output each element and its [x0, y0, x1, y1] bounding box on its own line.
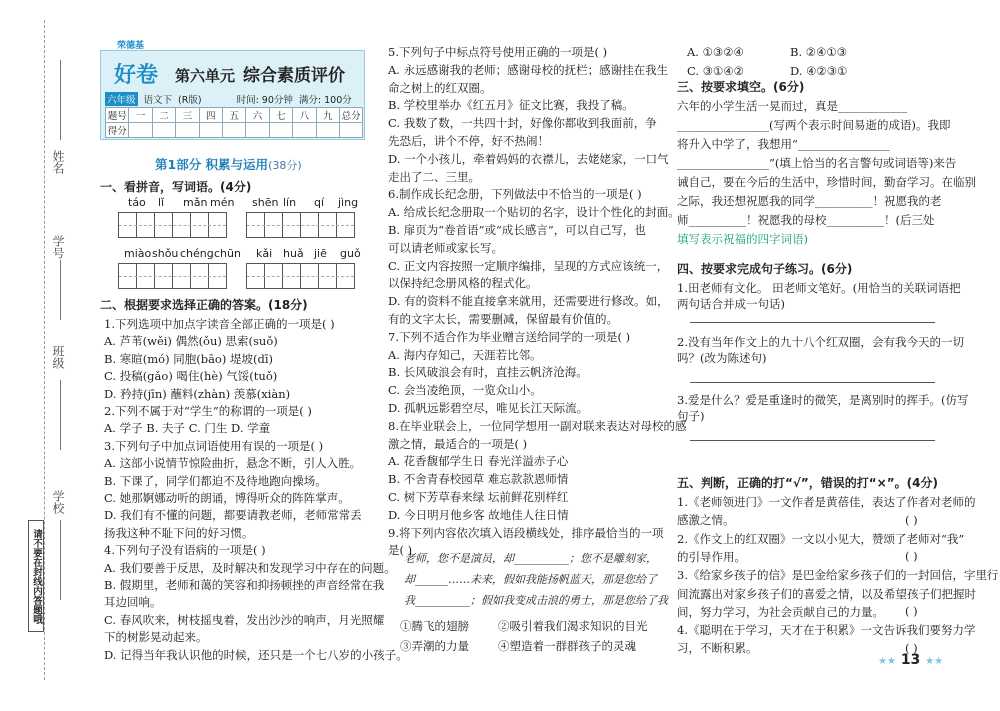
s3-line: 诫自己，要在今后的生活中，珍惜时间，勤奋学习。在临别	[677, 175, 976, 189]
score-table	[105, 107, 363, 138]
class-write-line	[60, 380, 61, 450]
col2-line: A. 海内存知己，天涯若比邻。	[388, 347, 542, 362]
q9-option: ③弄潮的力量	[400, 639, 469, 653]
s2-line: B. 寒暄(mó) 同胞(bāo) 堤坡(dī)	[104, 351, 274, 366]
pinyin-syllable: guǒ	[340, 247, 361, 260]
col2-line: C. 我数了数，一共四十封，好像你都收到我面前，争	[388, 116, 657, 131]
score-cell[interactable]	[152, 123, 175, 138]
exam-header	[100, 41, 365, 140]
s2-line: B. 下课了，同学们都迫不及待地跑向操场。	[104, 473, 327, 488]
col2-line: D. 孤帆远影碧空尽，唯见长江天际流。	[388, 401, 589, 415]
col2-line: 9.将下列内容依次填入语段横线处，排序最恰当的一项	[388, 525, 664, 540]
pinyin-syllable: mén	[210, 196, 235, 209]
s3-line: 之际，我还想祝愿我的同学__________！祝愿我的老	[677, 194, 942, 208]
col2-line: D. 一个小孩儿，牵着妈妈的衣襟儿，去姥姥家，一口气	[388, 151, 669, 166]
s2-line: C. 投稿(gǎo) 喝住(hè) 气馁(tuǒ)	[104, 369, 278, 384]
s2-line: 扬我这种不耻下问的好习惯。	[104, 525, 254, 540]
page-number-text: 13	[900, 652, 921, 668]
col2-line: A. 花香馥郁学生日 春光洋溢赤子心	[388, 454, 569, 469]
score-col-8: 八	[293, 108, 316, 123]
pinyin-syllable: lǐ	[158, 196, 165, 209]
s2-line: 耳边回响。	[104, 595, 162, 610]
s2-line: 下的树影晃动起来。	[104, 630, 208, 645]
page-stars-right: ★★	[925, 656, 944, 667]
col2-line: B. 长风破浪会有时，直挂云帆济沧海。	[388, 365, 588, 380]
score-col-1: 一	[129, 108, 152, 123]
s2-line: A. 学子 B. 夫子 C. 门生 D. 学童	[104, 421, 271, 436]
col2-line: 有的文字太长，需要删减，保留最有价值的。	[388, 312, 618, 326]
col2-line: 6.制作成长纪念册，下列做法中不恰当的一项是( )	[388, 187, 642, 202]
score-cell[interactable]	[129, 123, 152, 138]
score-row-label: 得分	[106, 123, 129, 138]
s2-line: C. 她那婀娜动听的朗诵，博得听众的阵阵掌声。	[104, 491, 350, 505]
score-col-7: 七	[269, 108, 292, 123]
q9-answer-option: D. ④②③①	[790, 64, 848, 78]
q9-option: ②吸引着我们渴求知识的目光	[498, 619, 648, 633]
s4-line: 吗？(改为陈述句)	[677, 351, 767, 365]
part1-heading	[155, 155, 302, 173]
s3-line: 填写表示祝福的四字词语)	[677, 232, 808, 246]
s5-line: 间流露出对家乡孩子们的喜爱之情，以及希望孩子们把握时	[677, 586, 976, 601]
s4-line: 1.田老师有文化。 田老师文笔好。(用恰当的关联词语把	[677, 281, 961, 295]
q9-passage-line: 我__________；假如我变成击浪的勇士，那是您给了我	[404, 594, 668, 607]
col2-line: 7.下列不适合作为毕业赠言送给同学的一项是( )	[388, 329, 631, 344]
pinyin-syllable: shǒu	[152, 247, 179, 260]
judge-paren[interactable]: ( )	[905, 549, 918, 563]
score-col-3: 三	[176, 108, 199, 123]
score-col-0: 题号	[106, 108, 129, 123]
score-cell[interactable]	[199, 123, 222, 138]
s2-line: A. 我们要善于反思，及时解决和发现学习中存在的问题。	[104, 560, 396, 575]
score-col-4: 四	[199, 108, 222, 123]
s2-line: 2.下列不属于对“学生”的称谓的一项是( )	[104, 404, 312, 418]
exam-title	[175, 61, 345, 86]
col2-line: B. 不舍青春校园草 难忘款款恩师情	[388, 472, 569, 487]
s2-line: D. 矜持(jīn) 蘸料(zhàn) 羡慕(xiàn)	[104, 386, 291, 401]
brand-logo	[103, 41, 169, 95]
q9-answer-option: A. ①③②④	[687, 45, 744, 59]
answer-write-line[interactable]	[690, 440, 935, 441]
col2-line: 命之树上的红双圈。	[388, 80, 492, 95]
s1-title: 一、看拼音，写词语。(4分)	[100, 180, 252, 194]
s3-line: 师__________！祝愿我的母校__________！(后三处	[677, 213, 935, 227]
s2-line: B. 假期里，老师和蔼的笑容和抑扬顿挫的声音经常在我	[104, 578, 385, 592]
name-write-line	[60, 60, 61, 140]
seat-write-line	[60, 260, 61, 320]
s5-line: 4.《聪明在于学习，天才在于积累》一文告诉我们要努力学	[677, 623, 976, 638]
col2-line: 走出了二、三里。	[388, 169, 480, 184]
time-label: 时间: 90分钟	[236, 95, 293, 106]
pinyin-syllable: chūn	[214, 247, 241, 260]
name-label: 姓名	[51, 150, 65, 174]
school-write-line	[60, 520, 61, 600]
word-writing-box[interactable]	[118, 212, 227, 238]
word-writing-box[interactable]	[118, 263, 227, 289]
s4-line: 3.爱是什么？爱是重逢时的微笑，是离别时的挥手。(仿写	[677, 393, 969, 407]
s3-title: 三、按要求填空。(6分)	[677, 80, 805, 94]
pinyin-syllable: mǎn	[183, 196, 208, 209]
s3-line: 将升入中学了，我想用“________________	[677, 137, 890, 151]
score-cell[interactable]	[222, 123, 245, 138]
s4-line: 两句话合并成一句话)	[677, 297, 785, 311]
answer-write-line[interactable]	[690, 382, 935, 383]
s4-line: 句子)	[677, 409, 705, 423]
word-writing-box[interactable]	[246, 212, 355, 238]
score-cell[interactable]	[293, 123, 316, 138]
subject-label: 语文下	[143, 95, 173, 106]
col2-line: A. 给成长纪念册取一个贴切的名字，设计个性化的封面。	[388, 205, 680, 220]
score-cell[interactable]	[176, 123, 199, 138]
s5-line: 3.《给家乡孩子的信》是巴金给家乡孩子们的一封回信，字里行	[677, 568, 999, 583]
pinyin-syllable: lín	[283, 196, 297, 209]
col2-line: D. 今日明月他乡客 故地佳人往日情	[388, 507, 569, 522]
s2-line: D. 我们有不懂的问题，都要请教老师，老师常常丢	[104, 508, 362, 523]
exam-meta	[105, 92, 362, 106]
s2-line: A. 芦苇(wěi) 偶然(ǒu) 思索(suǒ)	[104, 334, 278, 349]
judge-paren[interactable]: ( )	[905, 604, 918, 618]
col2-line: C. 会当凌绝顶，一览众山小。	[388, 383, 542, 398]
score-cell[interactable]	[316, 123, 339, 138]
col2-line: C. 正文内容按照一定顺序编排，呈现的方式应该统一，	[388, 258, 669, 273]
part1-points: (38分)	[268, 159, 302, 172]
seat-label: 学号	[51, 235, 65, 259]
part1-label: 第1部分 积累与运用	[155, 157, 269, 172]
logo-text: 好卷	[113, 63, 158, 88]
col2-line: 以保持纪念册风格的程式化。	[388, 276, 538, 291]
pinyin-syllable: jiē	[314, 247, 327, 260]
col2-line: 可以请老师或家长写。	[388, 240, 503, 255]
col2-line: 8.在毕业联会上，一位同学想用一副对联来表达对母校的感	[388, 418, 687, 433]
s2-line: D. 记得当年我认识他的时候，还只是一个七八岁的小孩子。	[104, 647, 408, 662]
score-col-5: 五	[222, 108, 245, 123]
pinyin-syllable: miào	[124, 247, 152, 260]
word-writing-box[interactable]	[246, 263, 355, 289]
col2-line: 5.下列句子中标点符号使用正确的一项是( )	[388, 45, 608, 59]
score-col-10: 总分	[339, 108, 362, 123]
col2-line: A. 永远感谢我的老师；感谢母校的抚栏；感谢挂在我生	[388, 62, 669, 77]
q9-answer-option: B. ②④①③	[790, 45, 848, 59]
s5-line: 的引导作用。	[677, 549, 746, 564]
unit-label: 第六单元	[175, 67, 236, 85]
s3-line: 六年的小学生活一晃而过，真是____________	[677, 99, 907, 113]
s5-line: 习，不断积累。	[677, 641, 758, 656]
col2-line: 先恐后，讲个不停，好不热闹！	[388, 134, 549, 148]
full-score-label: 满分: 100分	[298, 95, 352, 106]
pinyin-syllable: chéng	[180, 247, 214, 260]
pinyin-syllable: huǎ	[283, 247, 304, 260]
score-cell[interactable]	[246, 123, 269, 138]
s5-line: 2.《作文上的红双圈》一文以小见大，赞颂了老师对“我”	[677, 531, 965, 546]
class-label: 班级	[51, 345, 65, 369]
grade-badge: 六年级	[105, 92, 138, 106]
school-label: 学校	[51, 490, 65, 514]
s3-line: ________________”(填上恰当的名言警句或词语等)来告	[677, 156, 957, 170]
q9-option: ④塑造着一群群孩子的灵魂	[498, 639, 636, 653]
s2-line: C. 春风吹来，树枝摇曳着，发出沙沙的响声，月光照耀	[104, 612, 385, 627]
s5-title: 五、判断，正确的打“√”，错误的打“×”。(4分)	[677, 476, 938, 490]
title-label: 综合素质评价	[243, 66, 346, 86]
judge-paren[interactable]: ( )	[905, 641, 918, 655]
col2-line: 是( )	[388, 543, 413, 558]
s2-line: 1.下列选项中加点字读音全部正确的一项是( )	[104, 317, 335, 331]
col2-line: C. 树下芳草春来绿 坛前鲜花别样红	[388, 490, 569, 504]
s2-line: 4.下列句子没有语病的一项是( )	[104, 543, 266, 558]
s2-title: 二、根据要求选择正确的答案。(18分)	[100, 298, 308, 312]
no-answer-warning: 请不要在封线内答题哦	[28, 520, 44, 632]
judge-paren[interactable]: ( )	[905, 513, 918, 527]
pinyin-syllable: kǎi	[256, 247, 273, 260]
s5-line: 1.《老师领进门》一文作者是黄蓓佳，表达了作者对老师的	[677, 495, 976, 509]
answer-write-line[interactable]	[690, 322, 935, 323]
s4-title: 四、按要求完成句子练习。(6分)	[677, 262, 853, 276]
pinyin-syllable: jìng	[338, 196, 359, 209]
s5-line: 感激之情。	[677, 513, 735, 528]
s3-line: ________________(写两个表示时间易逝的成语)。我即	[677, 118, 951, 132]
score-cell[interactable]	[269, 123, 292, 138]
s2-line: A. 这部小说情节惊险曲折，悬念不断，引人入胜。	[104, 456, 362, 471]
s4-line: 2.没有当年作文上的九十八个红双圈，会有我今天的一切	[677, 335, 964, 349]
score-col-6: 六	[246, 108, 269, 123]
col2-line: B. 扉页为“卷首语”或“成长感言”，可以自己写，也	[388, 223, 646, 237]
brand-name: 荣德基	[117, 41, 145, 51]
col2-line: 激之情，最适合的一项是( )	[388, 436, 528, 451]
page-stars-left: ★★	[878, 656, 896, 667]
pinyin-syllable: qí	[314, 196, 325, 209]
q9-option: ①腾飞的翅膀	[400, 619, 469, 633]
s5-line: 间，努力学习，为社会贡献自己的力量。	[677, 604, 884, 619]
pinyin-syllable: shēn	[252, 196, 279, 209]
pinyin-syllable: táo	[128, 196, 146, 209]
score-col-2: 二	[152, 108, 175, 123]
q9-answer-option: C. ③①④②	[687, 64, 744, 78]
score-col-9: 九	[316, 108, 339, 123]
q9-passage-line: 老师，您不是演员，却__________；您不是雕刻家，	[404, 552, 657, 565]
col2-line: B. 学校里举办《红五月》征文比赛，我投了稿。	[388, 98, 634, 113]
score-cell[interactable]	[339, 123, 362, 138]
edition-label: (R版)	[178, 95, 202, 106]
binding-cut-line	[44, 20, 45, 680]
col2-line: D. 有的资料不能直接拿来就用，还需要进行修改。如，	[388, 294, 669, 309]
q9-passage-line: 却______……未来，假如我能扬帆蓝天，那是您给了	[404, 573, 657, 586]
s2-line: 3.下列句子中加点词语使用有误的一项是( )	[104, 438, 324, 453]
